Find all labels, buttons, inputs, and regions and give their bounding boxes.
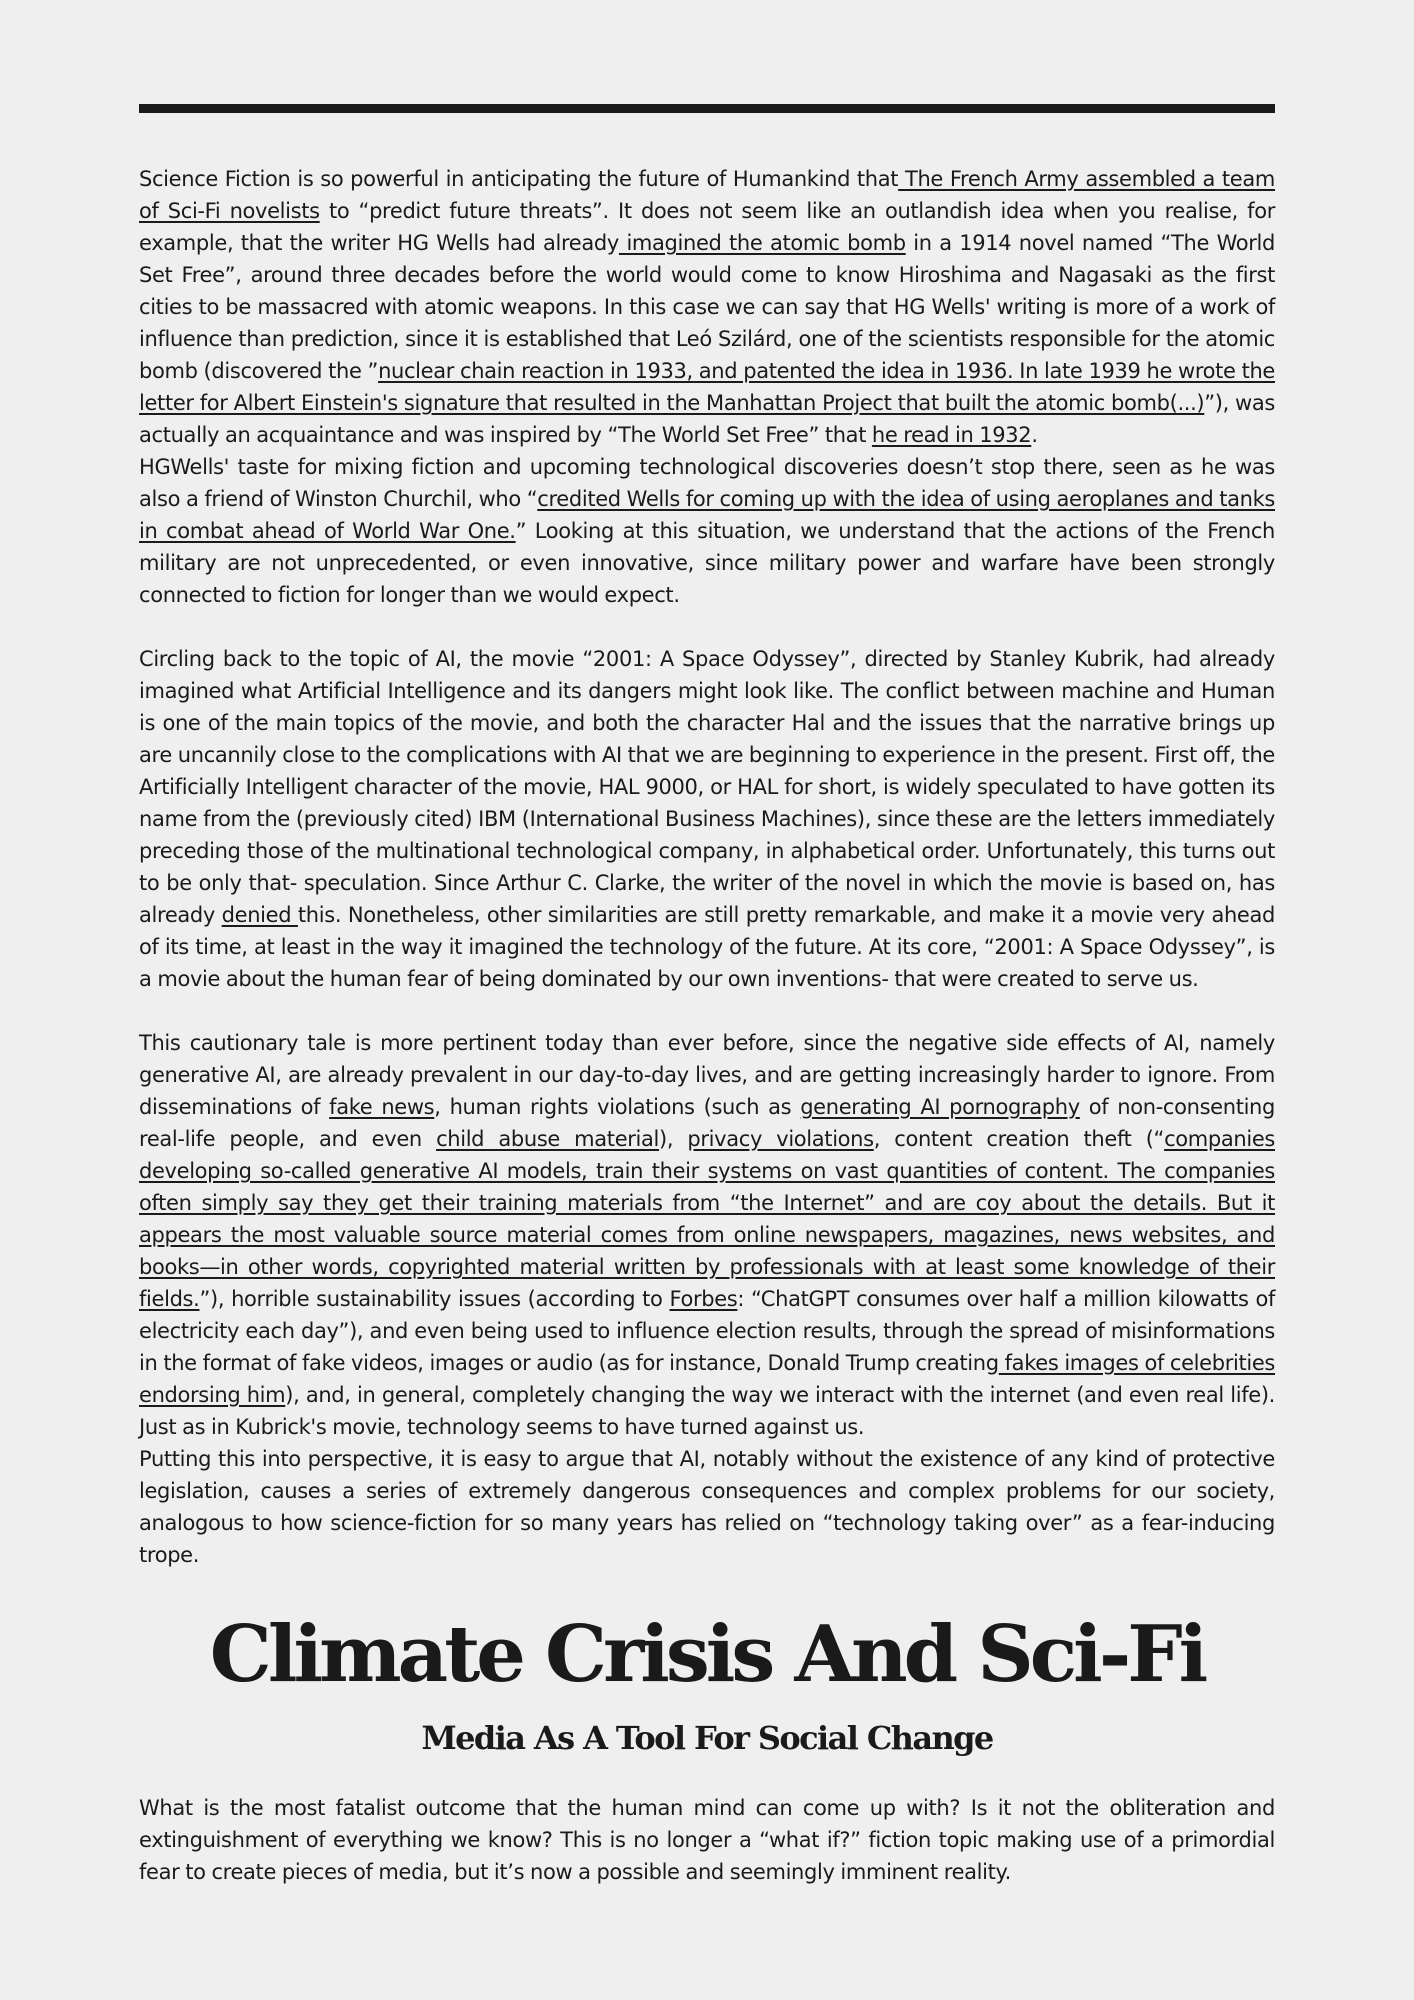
- text: Putting this into perspective, it is easy to argue that AI, notably without the existence of any kind of protective legislation, causes a series of extremely dangerous consequences and complex problems for our society, analogous to how science-fiction for so many years has relied on “technology taking over” as a fear-inducing trope.: [139, 1447, 1275, 1567]
- link-read-in-1932[interactable]: he read in 1932: [871, 423, 1032, 447]
- text: to “predict future threats”. It does not seem like an outlandish idea when you realise, for example, that the writer HG Wells had already: [139, 199, 1276, 255]
- text: in a 1914 novel named “The World Set Free”, around three decades before the world would come to know Hiroshima and Nagasaki as the first cities to be massacred with atomic weapons. In this case we can say that HG Wells' writing is more of a work of influence than prediction, since it is established that Leó Szilárd, one of the scientists responsible for the atomic bomb (discovered the ”: [139, 231, 1275, 383]
- paragraph-french-army: [139, 163, 1275, 451]
- paragraph-churchill: [139, 451, 1275, 611]
- link-forbes[interactable]: Forbes: [669, 1287, 738, 1311]
- link-french-army[interactable]: The French Army assembled a team of Sci-Fi novelists: [139, 167, 1275, 223]
- section-subtitle: Media As A Tool For Social Change: [421, 1719, 993, 1757]
- article-body: [139, 163, 1275, 1571]
- text: ),: [659, 1127, 688, 1151]
- text: ”), horrible sustainability issues (according to: [199, 1287, 670, 1311]
- text: this. Nonetheless, other similarities are still pretty remarkable, and make it a movie very ahead of its time, at least in the way it imagined the technology of the future. At its core, “2001: A Space Odyssey”, is a movie about the human fear of being dominated by our own inventions- that were created to serve us.: [139, 903, 1275, 991]
- text: ), and, in general, completely changing the way we interact with the internet (and even real life). Just as in Kubrick's movie, technology seems to have turned against us.: [139, 1383, 1276, 1439]
- link-privacy-violations[interactable]: privacy violations: [687, 1127, 874, 1151]
- text: This cautionary tale is more pertinent today than ever before, since the negative side effects of AI, namely generative AI, are already prevalent in our day-to-day lives, and are getting increasingly harder to ignore. From disseminations of: [139, 1031, 1275, 1119]
- paragraph-perspective: [139, 1443, 1275, 1571]
- link-atomic-bomb[interactable]: imagined the atomic bomb: [618, 231, 906, 255]
- link-content-theft[interactable]: companies developing so-called generative AI models, train their systems on vast quantities of content. The companies often simply say they get their training materials from “the Internet” and are coy about the details. But it appears the most valuable source material comes from online newspapers, magazines, news websites, and books—in other words, copyrighted material written by professionals with at least some knowledge of their fields.: [139, 1127, 1275, 1311]
- paragraph-space-odyssey: [139, 643, 1275, 995]
- link-denied[interactable]: denied: [221, 903, 298, 927]
- section-intro-paragraph: What is the most fatalist outcome that the human mind can come up with? Is it not the obliteration and extinguishment of everything we know? This is no longer a “what if?” fiction topic making use of a primordial fear to create pieces of media, but it’s now a possible and seemingly imminent reality.: [139, 1796, 1275, 1884]
- section-title: Climate Crisis And Sci-Fi: [209, 1609, 1205, 1700]
- link-nuclear-chain-reaction[interactable]: nuclear chain reaction in 1933, and patented the idea in 1936. In late 1939 he wrote the letter for Albert Einstein's signature that resulted in the Manhattan Project that built the atomic bomb(...): [139, 359, 1275, 415]
- section-header: [139, 1600, 1275, 1760]
- text: Circling back to the topic of AI, the movie “2001: A Space Odyssey”, directed by Stanley Kubrik, had already imagined what Artificial Intelligence and its dangers might look like. The conflict between machine and Human is one of the main topics of the movie, and both the character Hal and the issues that the narrative brings up are uncannily close to the complications with AI that we are beginning to experience in the present. First off, the Artificially Intelligent character of the movie, HAL 9000, or HAL for short, is widely speculated to have gotten its name from the (previously cited) IBM (International Business Machines), since these are the letters immediately preceding those of the multinational technological company, in alphabetical order. Unfortunately, this turns out to be only that- speculation. Since Arthur C. Clarke, the writer of the novel in which the movie is based on, has already: [139, 647, 1275, 927]
- text: , human rights violations (such as: [434, 1095, 801, 1119]
- text: HGWells' taste for mixing fiction and upcoming technological discoveries doesn’t stop there, seen as he was also a friend of Winston Churchil, who “: [139, 455, 1275, 511]
- text: : “ChatGPT consumes over half a million kilowatts of electricity each day”), and even being used to influence election results, through the spread of misinformations in the format of fake videos, images or audio (as for instance, Donald Trump creating: [139, 1287, 1276, 1375]
- text: of non-consenting real-life people, and even: [139, 1095, 1275, 1151]
- paragraph-cautionary-tale: [139, 1027, 1275, 1443]
- link-fake-news[interactable]: fake news: [329, 1095, 435, 1119]
- text: Science Fiction is so powerful in anticipating the future of Humankind that: [139, 167, 899, 191]
- text: .: [1031, 423, 1038, 447]
- text: , content creation theft (“: [873, 1127, 1165, 1151]
- link-child-abuse-material[interactable]: child abuse material: [436, 1127, 660, 1151]
- top-divider: [139, 104, 1275, 113]
- link-fake-celebrity-images[interactable]: fakes images of celebrities endorsing him: [139, 1351, 1276, 1407]
- text: ” Looking at this situation, we understand that the actions of the French military are not unprecedented, or even innovative, since military power and warfare have been strongly connected to fiction for longer than we would expect.: [139, 519, 1275, 607]
- text: ”), was actually an acquaintance and was inspired by “The World Set Free” that: [139, 391, 1275, 447]
- link-churchill-credited-wells[interactable]: credited Wells for coming up with the idea of using aeroplanes and tanks in combat ahead of World War One.: [139, 487, 1275, 543]
- link-ai-pornography[interactable]: generating AI pornography: [800, 1095, 1080, 1119]
